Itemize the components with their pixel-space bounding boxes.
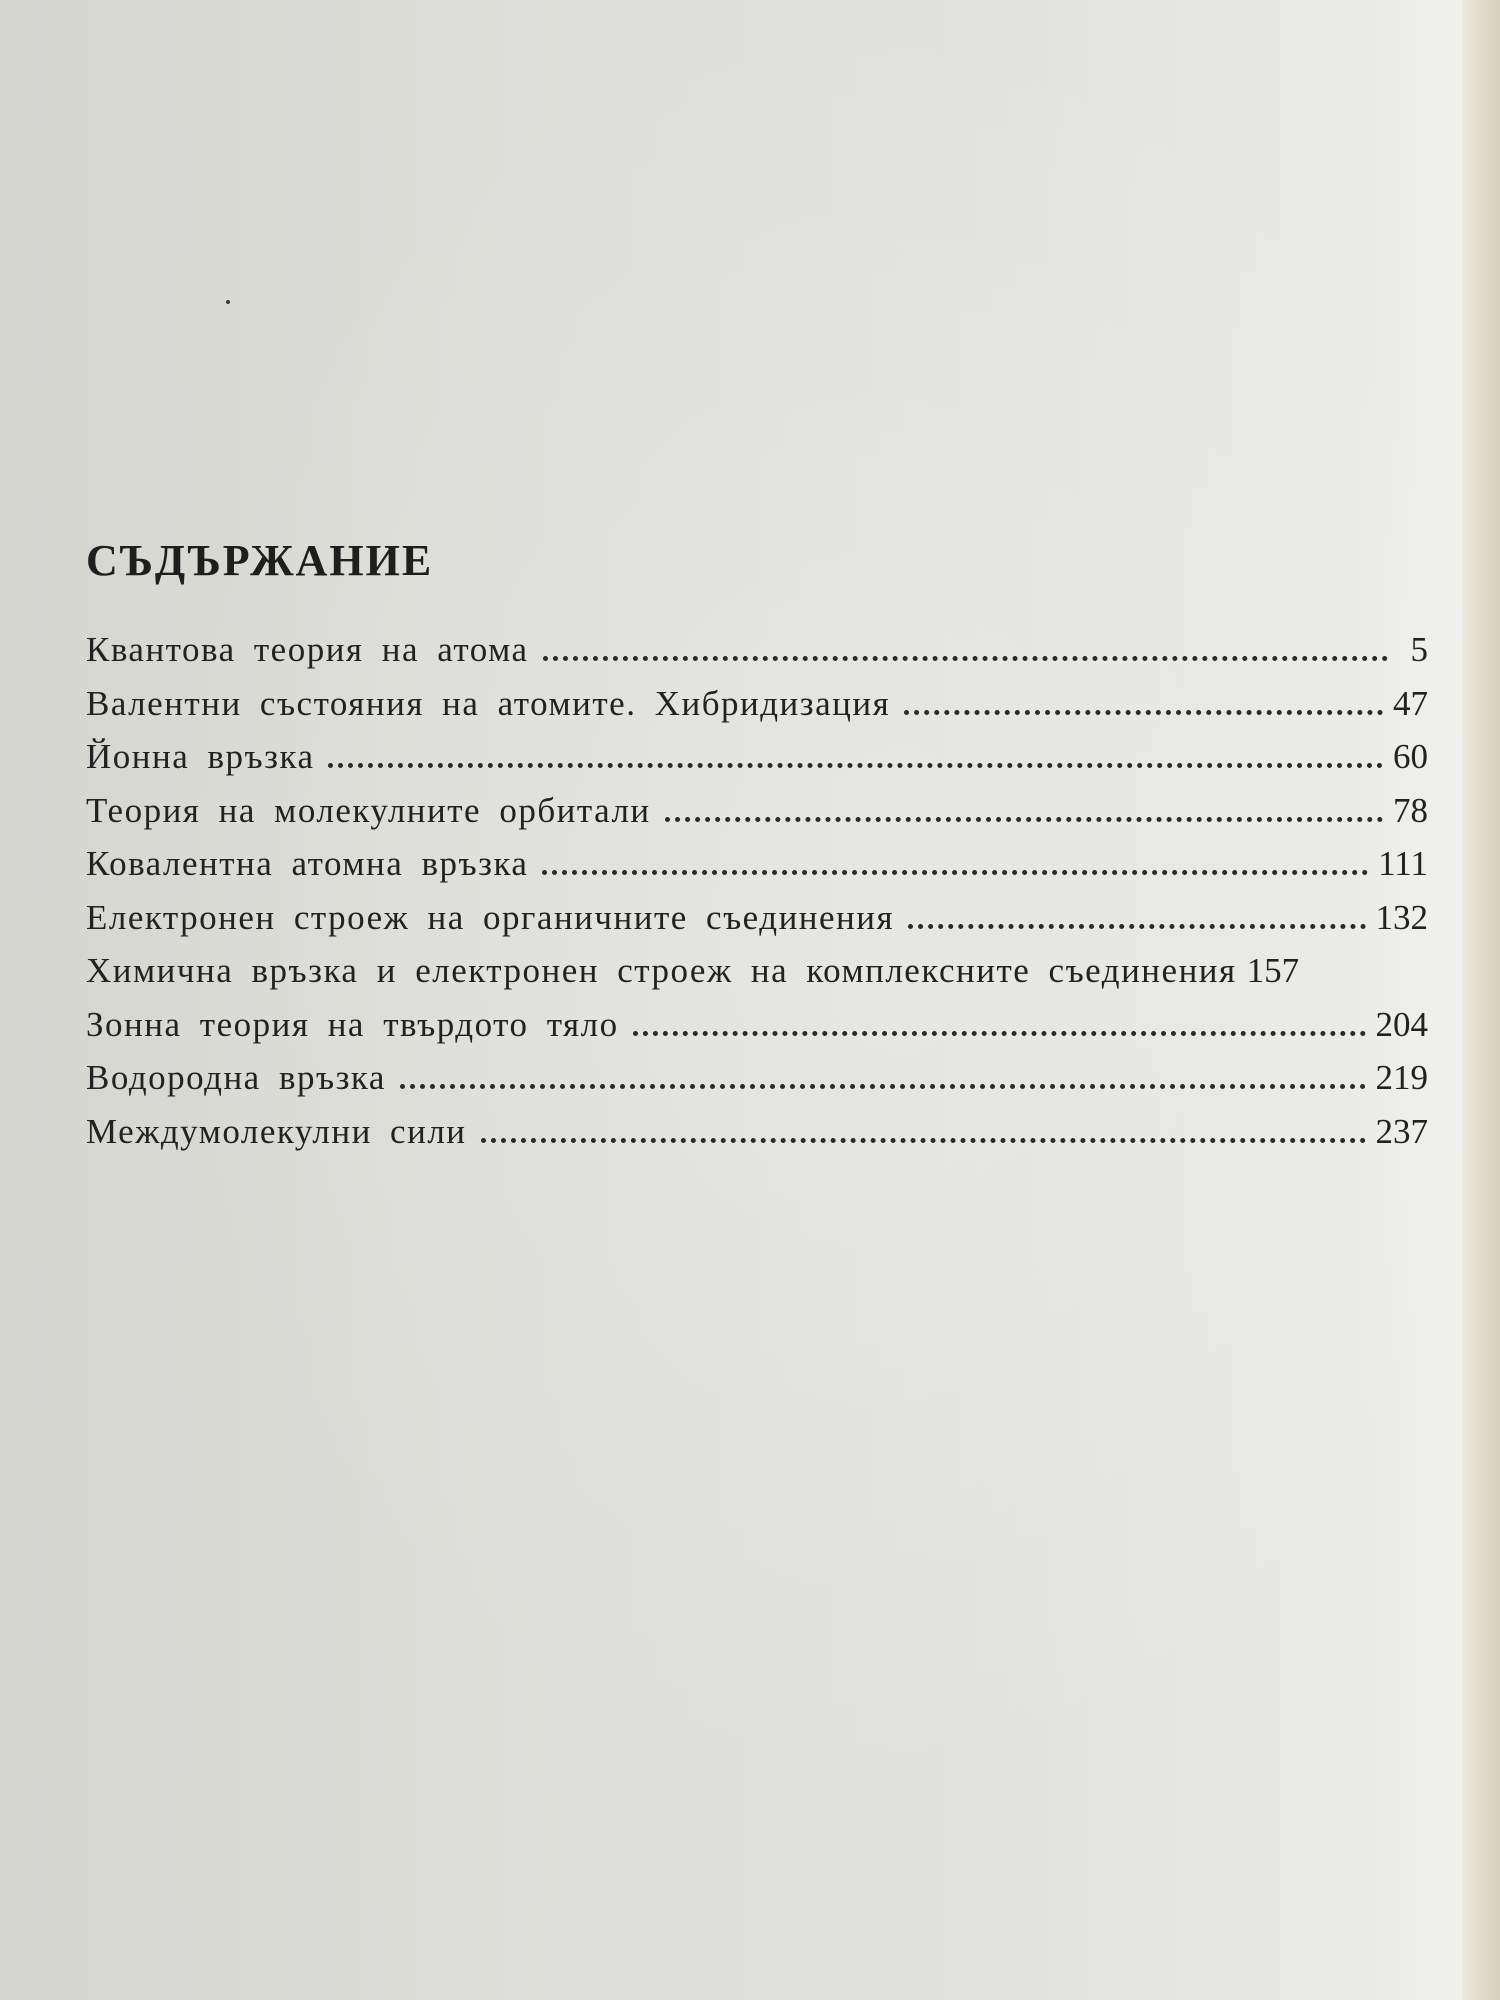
dot-leader: [542, 870, 1368, 875]
toc-entry-title: Квантова теория на атома: [86, 630, 529, 669]
dot-leader: [328, 763, 1383, 768]
dot-leader: [665, 817, 1383, 822]
toc-entry: [86, 630, 1428, 684]
toc-entry-page: 219: [1375, 1058, 1428, 1097]
toc-entry-title: Йонна връзка: [86, 737, 315, 776]
toc-entry: [86, 684, 1428, 738]
toc-entry: [86, 898, 1428, 952]
toc-entry-title: Водородна връзка: [86, 1058, 386, 1097]
toc-entry-title: Химична връзка и електронен строеж на комплексните съединения: [86, 951, 1237, 990]
toc-entry-page: 132: [1375, 897, 1428, 937]
ink-speck: [226, 300, 230, 304]
dot-leader: [481, 1138, 1366, 1143]
dot-leader: [908, 924, 1365, 929]
dot-leader: [543, 656, 1388, 661]
toc-entry-page: 78: [1393, 790, 1428, 830]
page-edge: [1462, 0, 1500, 2000]
toc-entry-page: 60: [1393, 737, 1428, 776]
toc-entry: [86, 844, 1428, 898]
toc-entry: [86, 1005, 1428, 1059]
toc-entry-page: 5: [1410, 630, 1428, 669]
toc-entry-page: 204: [1375, 1004, 1428, 1044]
toc-entry-title: Зонна теория на твърдото тяло: [86, 1004, 619, 1044]
toc-entry-page: 47: [1393, 683, 1428, 723]
toc-heading: СЪДЪРЖАНИЕ: [86, 536, 434, 585]
toc-entry: [86, 737, 1428, 791]
toc-entry-title: Теория на молекулните орбитали: [86, 790, 651, 830]
toc-entry: [86, 951, 1428, 1005]
dot-leader: [633, 1031, 1366, 1036]
toc-list: [86, 630, 1428, 1165]
dot-leader: [400, 1084, 1366, 1089]
toc-entry: [86, 1058, 1428, 1112]
toc-entry-title: Електронен строеж на органичните съединения: [86, 897, 895, 937]
toc-entry-page: 237: [1375, 1111, 1428, 1151]
toc-entry: [86, 791, 1428, 845]
dot-leader: [904, 710, 1383, 715]
toc-entry-page: 111: [1378, 844, 1428, 883]
toc-entry: [86, 1112, 1428, 1166]
toc-entry-title: Междумолекулни сили: [86, 1111, 467, 1151]
toc-entry-page: 157: [1246, 951, 1300, 990]
toc-entry-title: Ковалентна атомна връзка: [86, 844, 529, 883]
toc-entry-title: Валентни състояния на атомите. Хибридизация: [86, 683, 891, 723]
